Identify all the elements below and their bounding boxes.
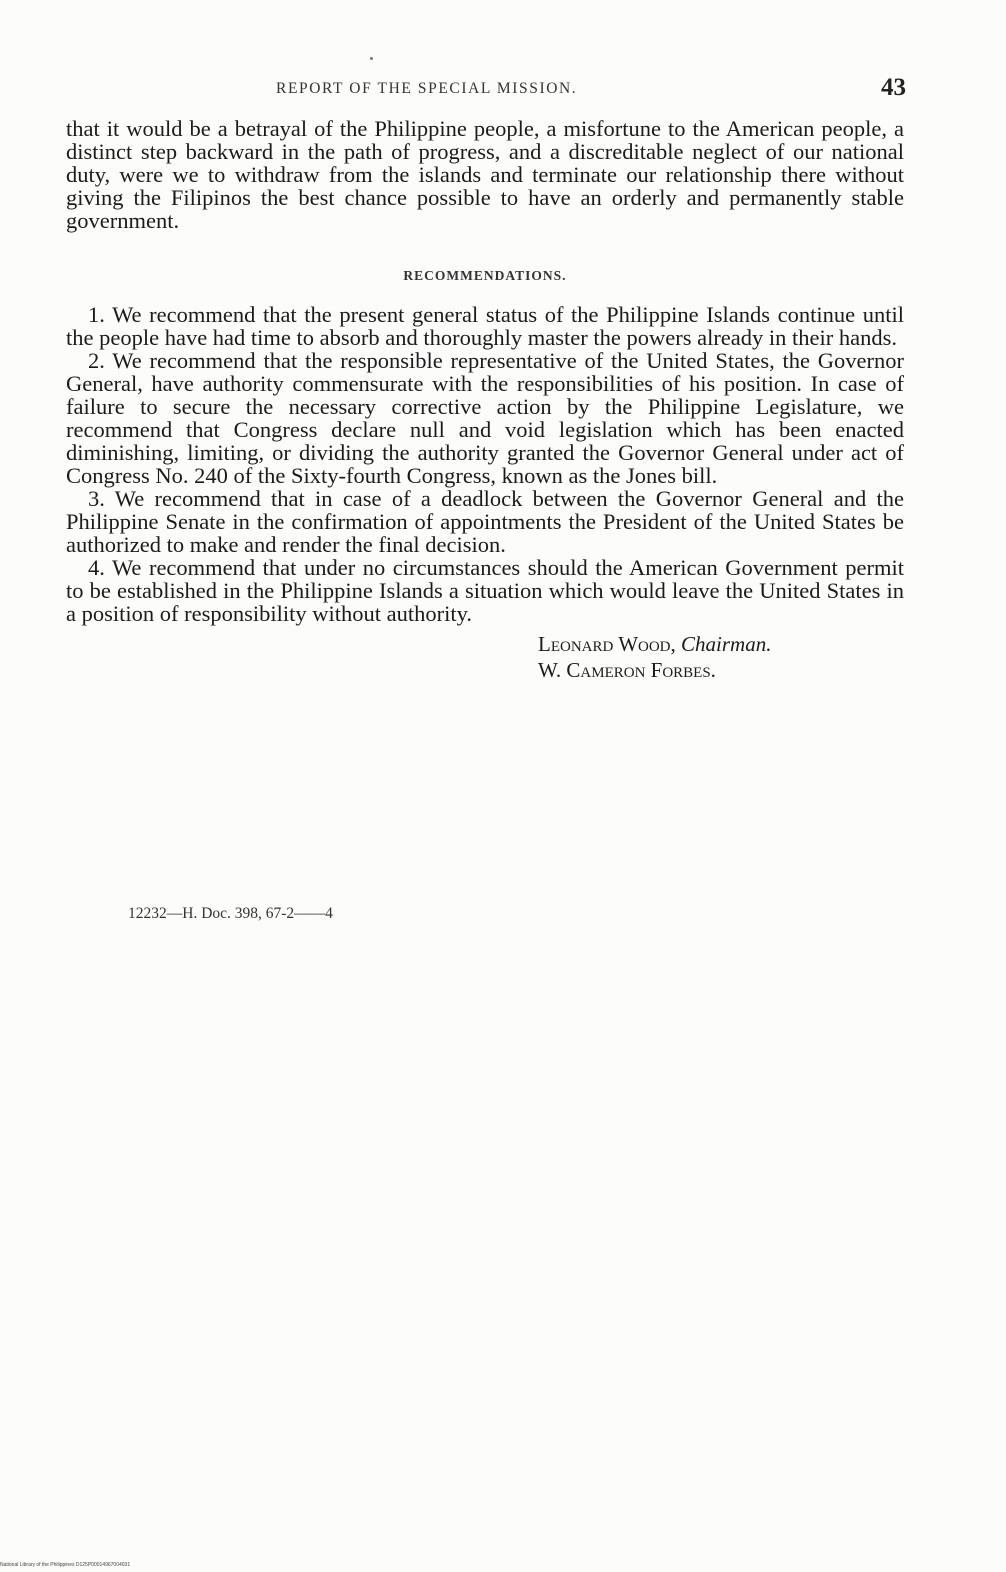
- print-speck: [370, 57, 373, 60]
- body-text: [66, 117, 904, 683]
- signature-chairman-name: Leonard Wood,: [538, 632, 676, 656]
- page-number: 43: [881, 74, 906, 101]
- signature-chairman-title: Chairman.: [681, 632, 772, 656]
- signature-forbes: W. Cameron Forbes.: [538, 658, 716, 682]
- page-header: [66, 74, 906, 104]
- footer-archive-label: National Library of the Philippines D125P00014967004031: [0, 1562, 131, 1568]
- recommendation-2: 2. We recommend that the responsible representative of the United States, the Governor General, have authority commensurate with the responsibilities of his position. In case of failure to secure the necessary corrective action by the Philippine Legislature, we recommend that Congress declare null and void legislation which has been enacted diminishing, limiting, or dividing the authority granted the Governor General under act of Congress No. 240 of the Sixty-fourth Congress, known as the Jones bill.: [66, 348, 904, 488]
- printer-line: 12232—H. Doc. 398, 67-2——4: [128, 905, 333, 922]
- recommendation-3: 3. We recommend that in case of a deadlock between the Governor General and the Philippine Senate in the confirmation of appointments the President of the United States be authorized to make and render the final decision.: [66, 486, 904, 557]
- signature-block: [538, 631, 904, 683]
- signature-chairman: [538, 631, 904, 657]
- running-head: REPORT OF THE SPECIAL MISSION.: [276, 80, 578, 97]
- recommendation-4: 4. We recommend that under no circumstances should the American Government permit to be established in the Philippine Islands a situation which would leave the United States in a position of responsibility without authority.: [66, 555, 904, 626]
- recommendation-1: 1. We recommend that the present general status of the Philippine Islands continue until the people have had time to absorb and thoroughly master the powers already in their hands.: [66, 302, 904, 350]
- opening-paragraph: that it would be a betrayal of the Philippine people, a misfortune to the American people, a distinct step backward in the path of progress, and a discreditable neglect of our national duty, were we to withdraw from the islands and terminate our relationship there without giving the Filipinos the best chance possible to have an orderly and permanently stable government.: [66, 116, 904, 233]
- section-heading: RECOMMENDATIONS.: [403, 268, 567, 283]
